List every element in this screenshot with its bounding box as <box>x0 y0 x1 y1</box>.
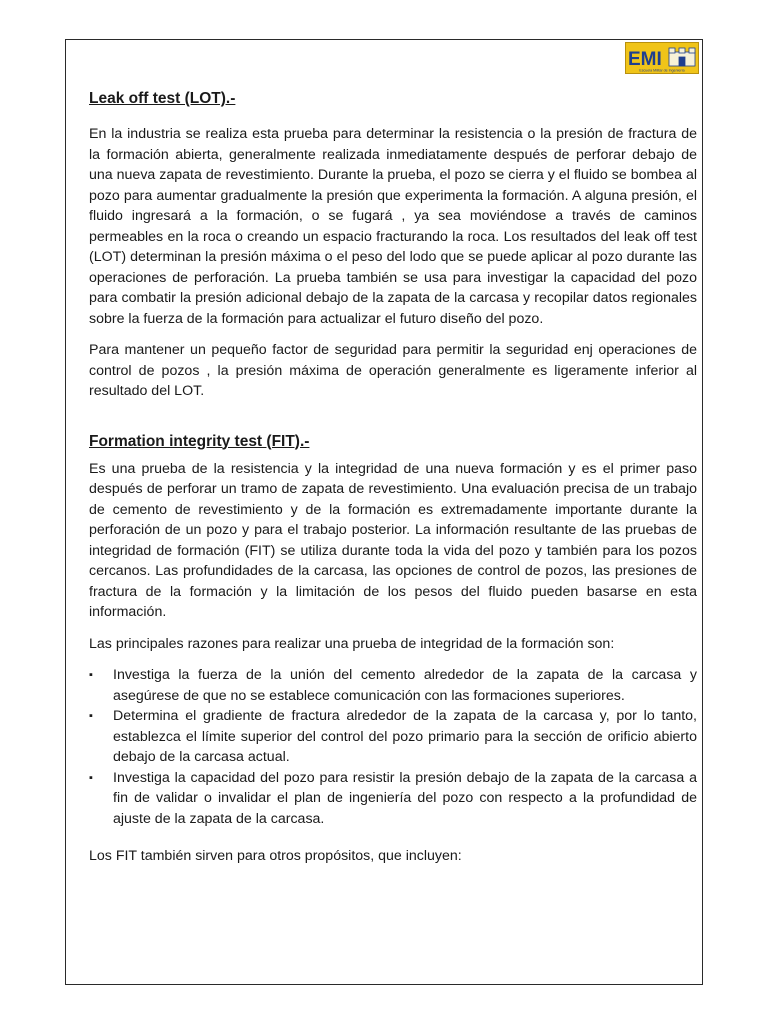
fit-closing-paragraph: Los FIT también sirven para otros propósitos, que incluyen: <box>89 848 462 864</box>
list-item-text: Investiga la capacidad del pozo para resistir la presión debajo de la zapata de la carcasa a fin de validar o invalidar el plan de ingeniería del pozo con respecto a la profundidad de ajuste de la zapata de la carcasa. <box>113 769 697 827</box>
fit-heading: Formation integrity test (FIT).- <box>89 432 310 450</box>
list-item <box>89 768 697 830</box>
emi-logo <box>625 42 699 74</box>
lot-heading: Leak off test (LOT).- <box>89 90 236 107</box>
lot-paragraph-2: Para mantener un pequeño factor de seguridad para permitir la seguridad enj operaciones de control de pozos , la presión máxima de operación generalmente es ligeramente inferior al resultado del LOT. <box>89 342 697 399</box>
fit-reasons-list <box>89 665 697 829</box>
list-item-text: Determina el gradiente de fractura alrededor de la zapata de la carcasa y, por lo tanto, establezca el límite superior del control del pozo primario para la sección de orificio abierto debajo de la carcasa actual. <box>113 708 697 765</box>
bullet-icon: ▪ <box>89 771 93 784</box>
bullet-icon: ▪ <box>89 669 93 681</box>
fit-paragraph-2: Las principales razones para realizar una prueba de integridad de la formación son: <box>89 635 615 652</box>
list-item-text: Investiga la fuerza de la unión del cemento alrededor de la zapata de la carcasa y asegúrese de que no se establece comunicación con las formaciones superiores. <box>113 667 697 704</box>
lot-paragraph-1: En la industria se realiza esta prueba para determinar la resistencia o la presión de fractura de la formación abierta, generalmente realizada inmediatamente después de perforar debajo de una nueva zapata de revestimiento. Durante la prueba, el pozo se cierra y el fluido se bombea al pozo para aumentar gradualmente la presión que experimenta la formación. A alguna presión, el fluido ingresará a la formación, o se fugará , ya sea moviéndose a través de caminos permeables en la roca o creando un espacio fracturando la roca. Los resultados del leak off test (LOT) determinan la presión máxima o el peso del lodo que se puede aplicar al pozo durante las operaciones de perforación. La prueba también se usa para investigar la capacidad del pozo para combatir la presión adicional debajo de la zapata de la carcasa y recopilar datos regionales sobre la fuerza de la formación para actualizar el futuro diseño del pozo. <box>89 126 697 327</box>
logo-text: EMI <box>628 49 662 70</box>
list-item <box>89 706 697 768</box>
list-item <box>89 665 697 706</box>
document-body <box>89 88 697 867</box>
castle-icon <box>669 48 695 66</box>
logo-subtext: Escuela Militar de Ingeniería <box>639 68 685 73</box>
fit-paragraph-1: Es una prueba de la resistencia y la integridad de una nueva formación y es el primer paso después de perforar un tramo de zapata de revestimiento. Una evaluación precisa de un trabajo de cemento de revestimiento y de la formación es extremadamente importante durante la perforación de un pozo y para el trabajo posterior. La información resultante de las pruebas de integridad de formación (FIT) se utiliza durante toda la vida del pozo y también para los pozos cercanos. Las profundidades de la carcasa, las opciones de control de pozos, las presiones de fractura de la formación y la limitación de los pesos del fluido pueden basarse en esta información. <box>89 460 697 620</box>
bullet-icon: ▪ <box>89 710 93 722</box>
